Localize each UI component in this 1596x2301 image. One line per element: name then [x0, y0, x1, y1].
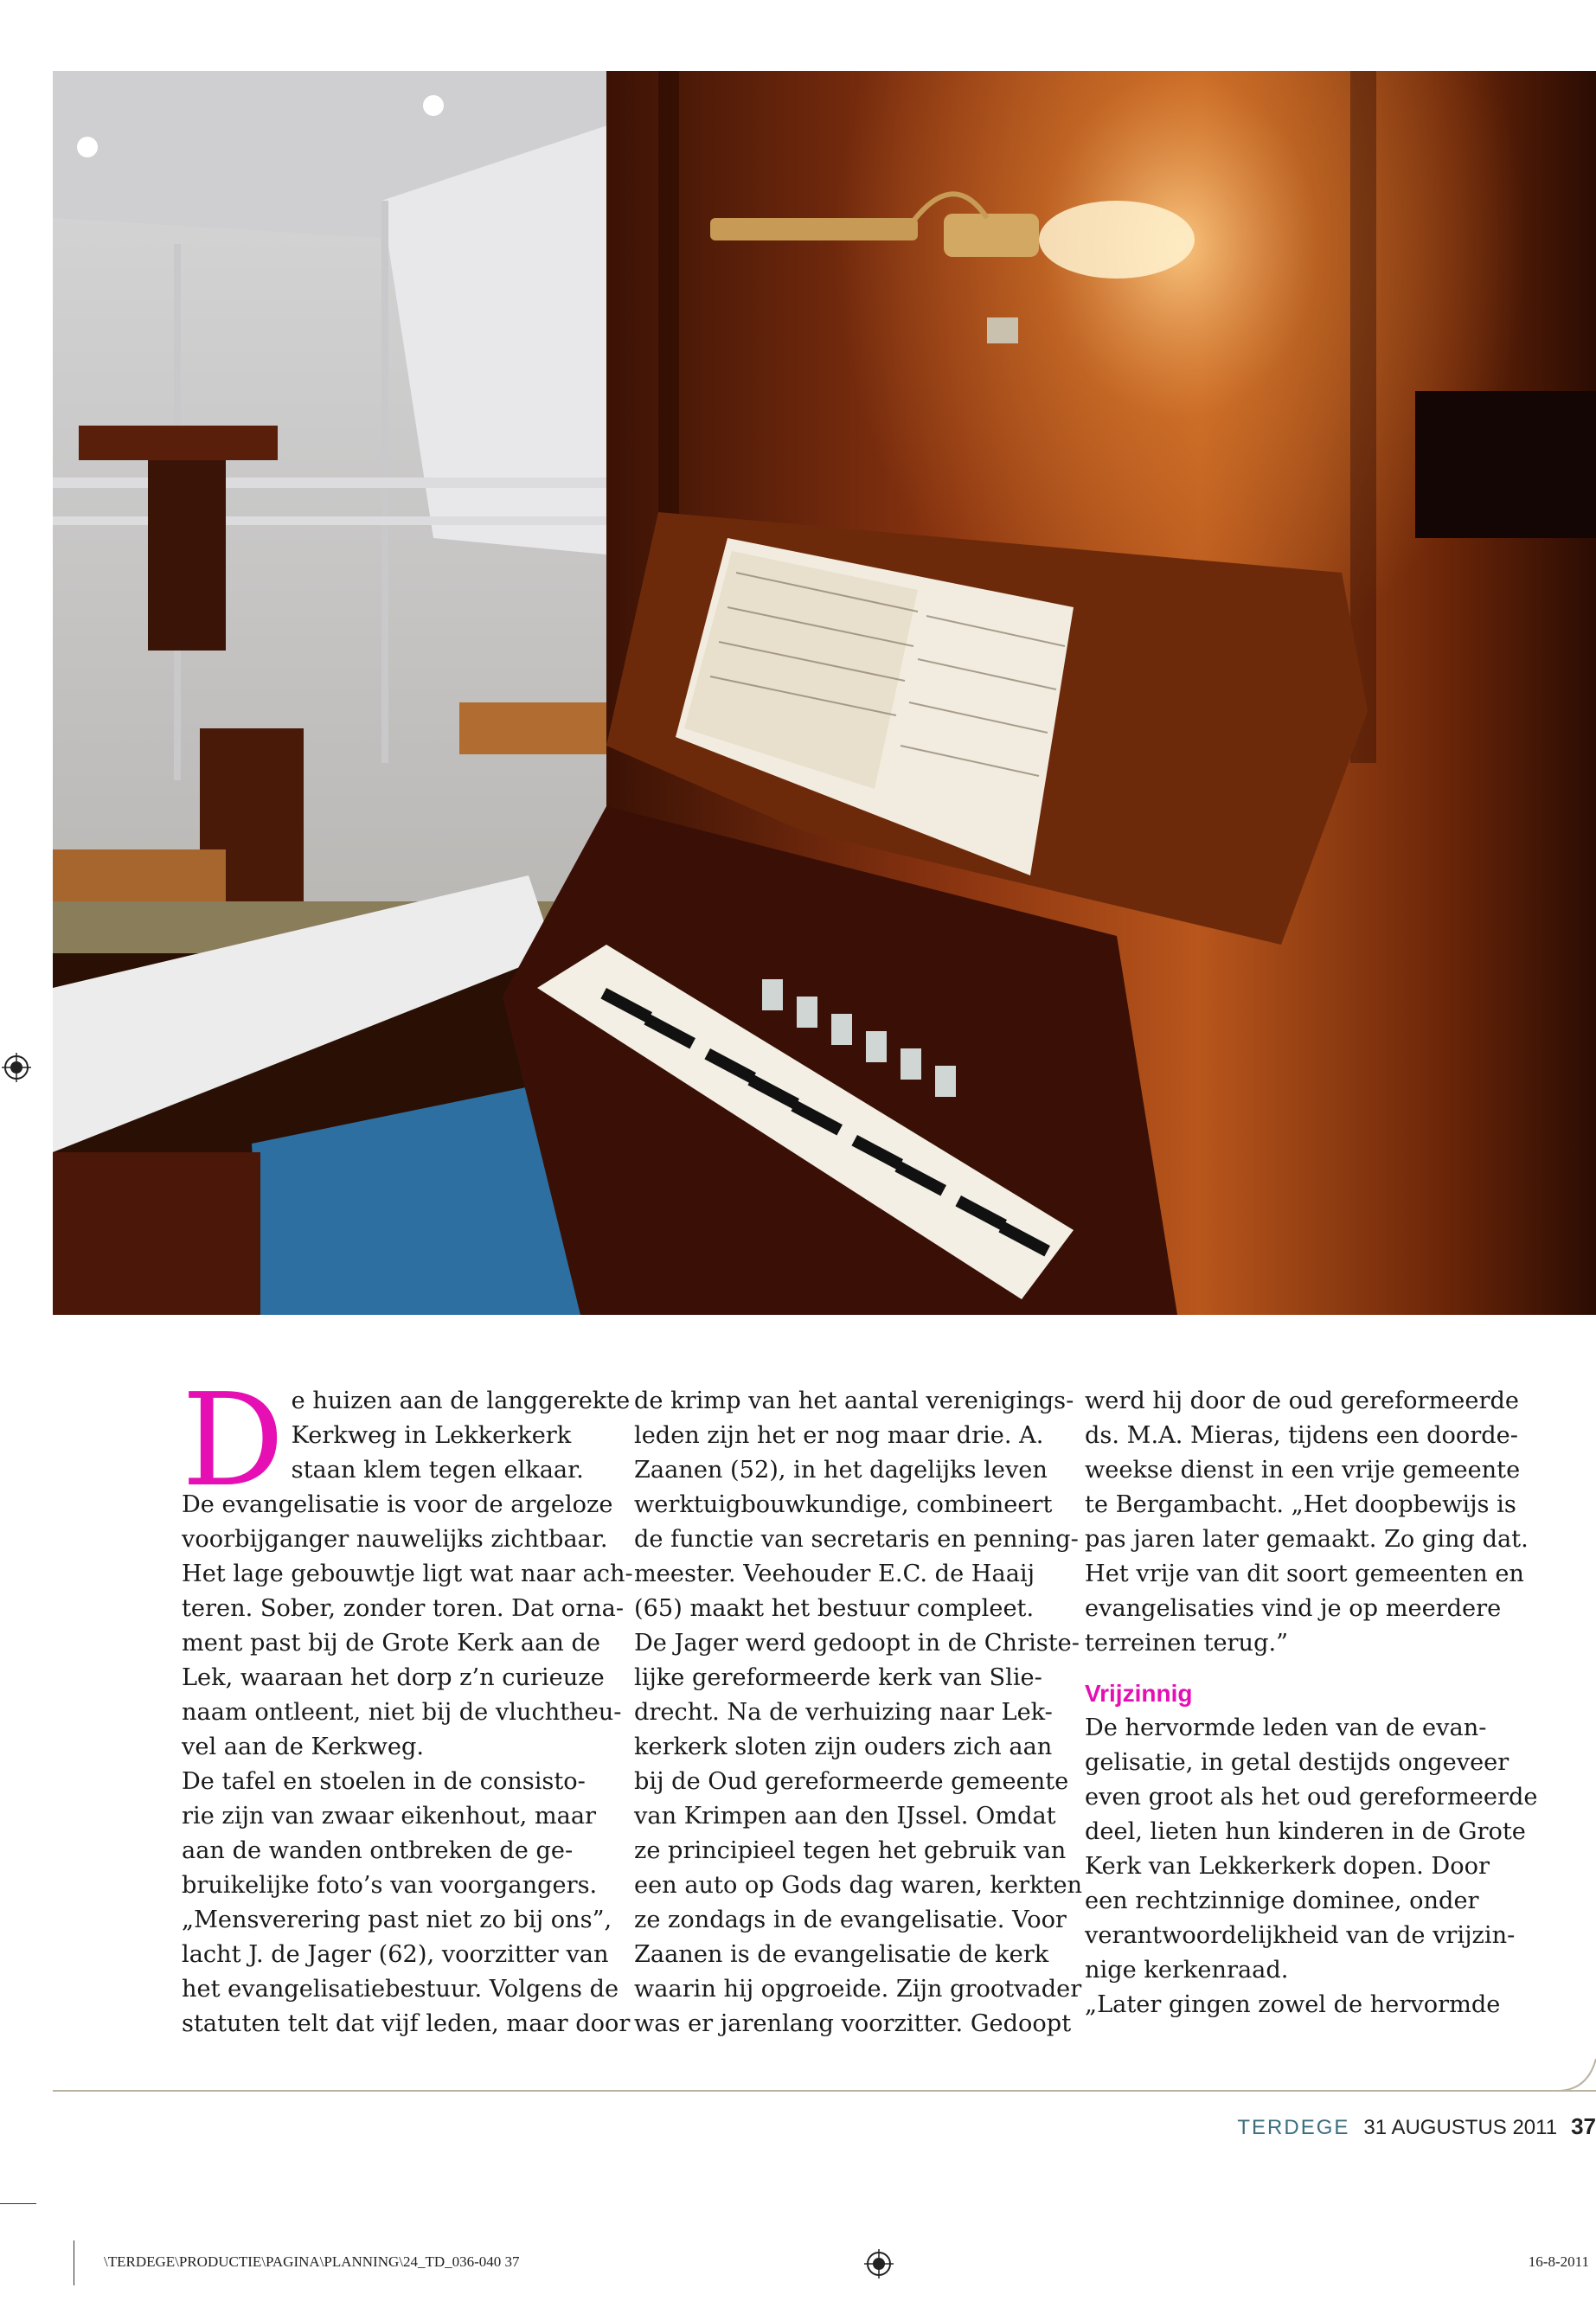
text-line: verantwoordelijkheid van de vrijzin-	[1085, 1922, 1516, 1949]
text-line: De hervormde leden van de evan-	[1085, 1715, 1487, 1741]
text-line: werd hij door de oud gereformeerde	[1085, 1388, 1519, 1414]
text-line: Kerkweg in Lekkerkerk	[291, 1422, 572, 1449]
text-line: meester. Veehouder E.C. de Haaij	[634, 1561, 1035, 1587]
issue-date: 31 AUGUSTUS 2011	[1363, 2116, 1558, 2139]
text-line: Kerk van Lekkerkerk dopen. Door	[1085, 1853, 1490, 1880]
text-line: de functie van secretaris en penning-	[634, 1526, 1079, 1553]
text-line: weekse dienst in een vrije gemeente	[1085, 1457, 1521, 1484]
text-line: leden zijn het er nog maar drie. A.	[634, 1422, 1044, 1449]
text-line: werktuigbouwkundige, combineert	[634, 1491, 1053, 1518]
text-line: terreinen terug.”	[1085, 1630, 1289, 1657]
text-line: Het lage gebouwtje ligt wat naar ach-	[182, 1561, 633, 1587]
text-line: Het vrije van dit soort gemeenten en	[1085, 1561, 1524, 1587]
text-line: een rechtzinnige dominee, onder	[1085, 1888, 1479, 1914]
text-line: kerkerk sloten zijn ouders zich aan	[634, 1734, 1053, 1760]
text-line: het evangelisatiebestuur. Volgens de	[182, 1976, 619, 2003]
footer-rule	[53, 2090, 1596, 2092]
text-line: van Krimpen aan den IJssel. Omdat	[634, 1803, 1056, 1830]
text-line: lijke gereformeerde kerk van Slie-	[634, 1664, 1042, 1691]
text-line: voorbijganger nauwelijks zichtbaar.	[182, 1526, 608, 1553]
slug-path: \TERDEGE\PRODUCTIE\PAGINA\PLANNING\24_TD_036-040 37	[104, 2253, 520, 2270]
text-line: de krimp van het aantal verenigings-	[634, 1388, 1074, 1414]
text-line: „Mensverering past niet zo bij ons”,	[182, 1907, 612, 1933]
text-line: De evangelisatie is voor de argeloze	[182, 1491, 613, 1518]
text-line: De tafel en stoelen in de consisto-	[182, 1768, 586, 1795]
text-line: een auto op Gods dag waren, kerkten	[634, 1872, 1083, 1899]
registration-mark-icon	[2, 1053, 31, 1082]
text-line: Zaanen (52), in het dagelijks leven	[634, 1457, 1048, 1484]
subheading: Vrijzinnig	[1085, 1680, 1193, 1707]
page-number: 37	[1571, 2113, 1596, 2139]
text-line: gelisatie, in getal destijds ongeveer	[1085, 1749, 1509, 1776]
text-line: nige kerkenraad.	[1085, 1957, 1289, 1984]
text-line: (65) maakt het bestuur compleet.	[634, 1595, 1035, 1622]
text-line: bij de Oud gereformeerde gemeente	[634, 1768, 1069, 1795]
text-line: staan klem tegen elkaar.	[291, 1457, 584, 1484]
text-line: aan de wanden ontbreken de ge-	[182, 1837, 574, 1864]
text-line: ds. M.A. Mieras, tijdens een doorde-	[1085, 1422, 1518, 1449]
registration-mark-icon	[864, 2249, 894, 2279]
text-line: Zaanen is de evangelisatie de kerk	[634, 1941, 1049, 1968]
slug-date: 16-8-2011	[1528, 2253, 1589, 2270]
text-line: statuten telt dat vijf leden, maar door	[182, 2010, 631, 2037]
dropcap: D	[182, 1366, 285, 1515]
text-line: ze principieel tegen het gebruik van	[634, 1837, 1067, 1864]
text-line: rie zijn van zwaar eikenhout, maar	[182, 1803, 597, 1830]
text-line: was er jarenlang voorzitter. Gedoopt	[634, 2010, 1072, 2037]
text-line: e huizen aan de langgerekte	[291, 1388, 631, 1414]
article-column-1	[182, 1366, 633, 2041]
text-line: te Bergambacht. „Het doopbewijs is	[1085, 1491, 1516, 1518]
text-line: bruikelijke foto’s van voorgangers.	[182, 1872, 598, 1899]
text-line: naam ontleent, niet bij de vluchtheu-	[182, 1699, 622, 1726]
crop-mark	[0, 2203, 36, 2204]
text-line: De Jager werd gedoopt in de Christe-	[634, 1630, 1080, 1657]
text-line: even groot als het oud gereformeerde	[1085, 1784, 1538, 1811]
text-line: lacht J. de Jager (62), voorzitter van	[182, 1941, 609, 1968]
article-column-2	[634, 1384, 1083, 2041]
footer-corner-curve	[1557, 2059, 1596, 2097]
text-line: Lek, waaraan het dorp z’n curieuze	[182, 1664, 605, 1691]
text-line: vel aan de Kerkweg.	[182, 1734, 425, 1760]
text-line: evangelisaties vind je op meerdere	[1085, 1595, 1502, 1622]
article-body	[182, 1366, 1538, 2059]
footer-info	[1237, 2109, 1596, 2144]
text-line: teren. Sober, zonder toren. Dat orna-	[182, 1595, 625, 1622]
magazine-name: TERDEGE	[1237, 2116, 1350, 2139]
text-line: ment past bij de Grote Kerk aan de	[182, 1630, 600, 1657]
article-photo	[53, 71, 1596, 1315]
text-line: „Later gingen zowel de hervormde	[1085, 1991, 1501, 2018]
text-line: drecht. Na de verhuizing naar Lek-	[634, 1699, 1053, 1726]
text-line: ze zondags in de evangelisatie. Voor	[634, 1907, 1067, 1933]
text-line: pas jaren later gemaakt. Zo ging dat.	[1085, 1526, 1529, 1553]
text-line: waarin hij opgroeide. Zijn grootvader	[634, 1976, 1082, 2003]
article-column-3	[1085, 1384, 1538, 2022]
text-line: deel, lieten hun kinderen in de Grote	[1085, 1818, 1526, 1845]
